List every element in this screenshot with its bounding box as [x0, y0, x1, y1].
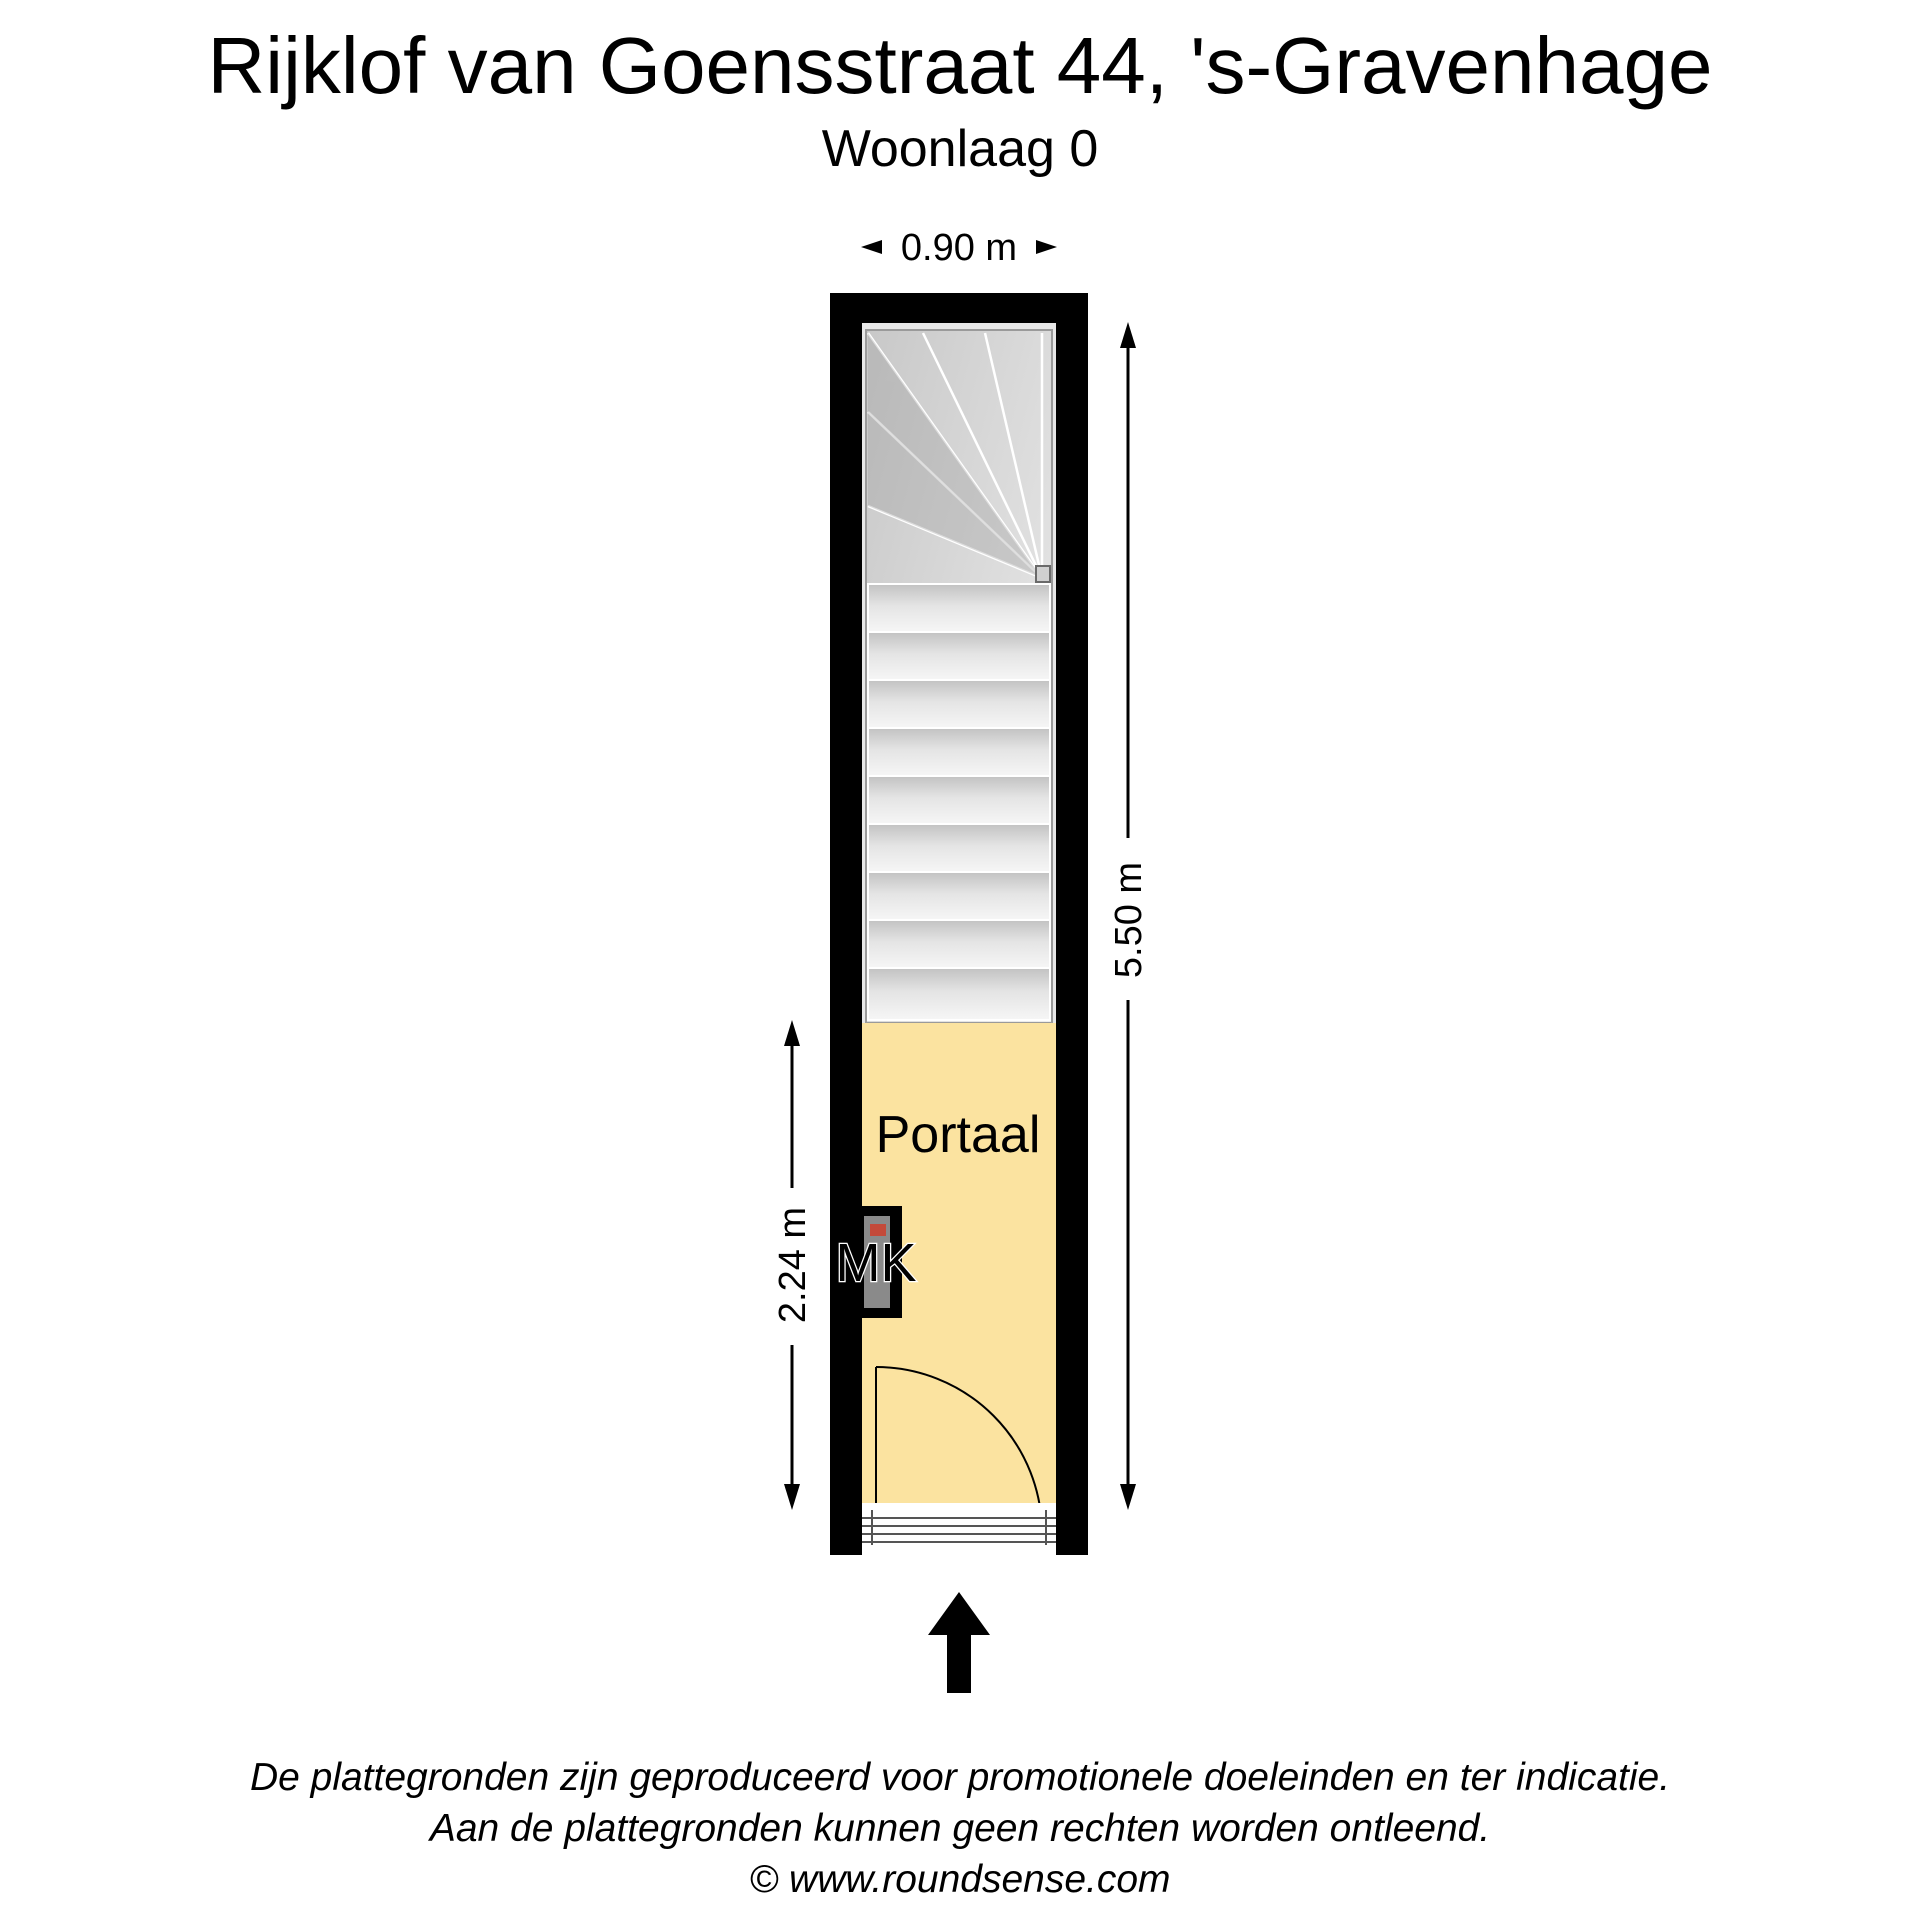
arrow-down-icon [784, 1484, 800, 1510]
newel-post [1036, 566, 1050, 582]
page-title: Rijklof van Goensstraat 44, 's-Gravenhage [207, 21, 1713, 110]
meter-cupboard-label: MK [835, 1233, 917, 1293]
disclaimer-line-1: De plattegronden zijn geproduceerd voor promotionele doeleinden en ter indicatie. [249, 1756, 1671, 1799]
threshold [862, 1503, 1056, 1555]
disclaimer [0, 1752, 1920, 1905]
arrow-up-icon [784, 1020, 800, 1046]
dimension-width [861, 227, 1057, 269]
copyright-link[interactable]: © www.roundsense.com [749, 1858, 1171, 1901]
arrow-up-icon [1120, 322, 1136, 348]
straight-steps [868, 584, 1050, 1020]
disclaimer-line-2: Aan de plattegronden kunnen geen rechten worden ontleend. [429, 1807, 1491, 1850]
dimension-portaal-length-label: 2.24 m [772, 1206, 814, 1324]
arrow-down-icon [1120, 1484, 1136, 1510]
arrow-left-icon [861, 240, 882, 254]
dimension-portaal-length [772, 1020, 814, 1510]
arrow-right-icon [1036, 240, 1057, 254]
staircase [862, 323, 1056, 1023]
dimension-total-length-label: 5.50 m [1108, 861, 1150, 979]
dimension-width-label: 0.90 m [900, 227, 1018, 269]
entrance-arrow-icon [928, 1592, 990, 1693]
room-label-portaal: Portaal [875, 1106, 1041, 1164]
floor-subtitle: Woonlaag 0 [821, 120, 1099, 178]
dimension-total-length [1108, 322, 1150, 1510]
